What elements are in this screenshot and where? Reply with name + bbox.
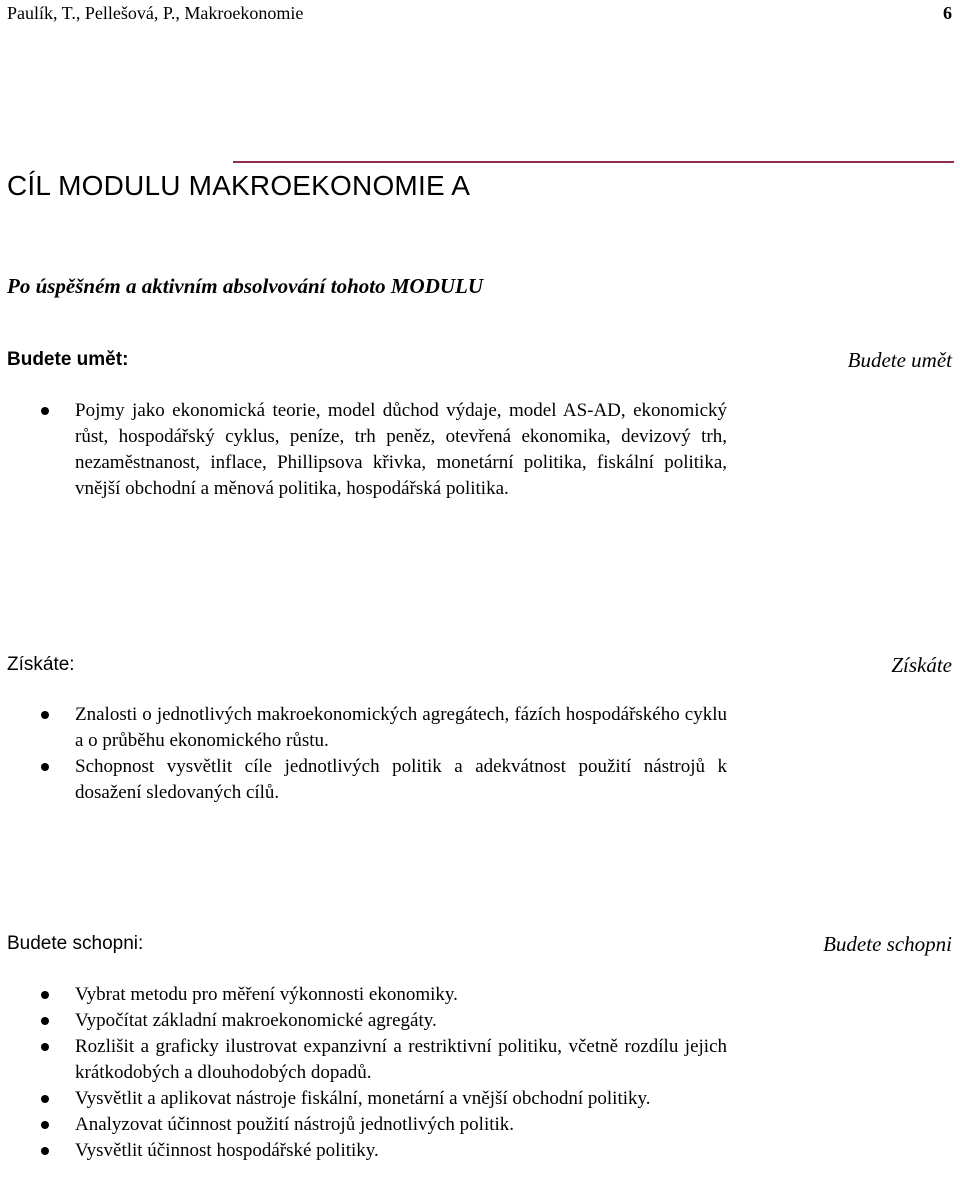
bullet-icon [41, 1095, 49, 1103]
list-item-text: Schopnost vysvětlit cíle jednotlivých politik a adekvátnost použití nástrojů k dosažení sledovaných cílů. [75, 756, 727, 803]
bullet-icon [41, 711, 49, 719]
list-item [0, 702, 727, 754]
bullet-icon [41, 1043, 49, 1051]
bullet-icon [41, 1147, 49, 1155]
bullet-icon [41, 407, 49, 415]
list-item [0, 1034, 727, 1086]
list-item [0, 982, 727, 1008]
bullet-icon [41, 991, 49, 999]
margin-note-ziskate: Získáte [891, 653, 952, 677]
list-item-text: Vybrat metodu pro měření výkonnosti ekonomiky. [75, 984, 458, 1005]
header-author: Paulík, T., Pellešová, P., Makroekonomie [7, 3, 304, 23]
module-title: CÍL MODULU MAKROEKONOMIE A [7, 170, 471, 201]
list-budete-schopni [0, 982, 727, 1164]
list-item [0, 398, 727, 502]
list-item-text: Vysvětlit a aplikovat nástroje fiskální, monetární a vnější obchodní politiky. [75, 1088, 651, 1109]
list-item [0, 1138, 727, 1164]
list-item-text: Znalosti o jednotlivých makroekonomických agregátech, fázích hospodářského cyklu a o průběhu ekonomického růstu. [75, 704, 727, 751]
list-item [0, 1112, 727, 1138]
list-item [0, 754, 727, 806]
list-item-text: Analyzovat účinnost použití nástrojů jednotlivých politik. [75, 1114, 515, 1135]
bullet-icon [41, 1017, 49, 1025]
list-item-text: Vysvětlit účinnost hospodářské politiky. [75, 1140, 379, 1161]
section-label-budete-umet: Budete umět: [7, 349, 129, 370]
bullet-icon [41, 763, 49, 771]
section-label-ziskate: Získáte: [7, 654, 75, 675]
margin-note-budete-umet: Budete umět [847, 348, 952, 372]
page-number: 6 [943, 3, 952, 23]
intro-text: Po úspěšném a aktivním absolvování tohoto MODULU [7, 274, 484, 298]
list-item [0, 1008, 727, 1034]
title-rule [233, 161, 954, 163]
list-ziskate [0, 702, 727, 806]
section-label-budete-schopni: Budete schopni: [7, 933, 144, 954]
list-item-text: Pojmy jako ekonomická teorie, model důchod výdaje, model AS-AD, ekonomický růst, hospodářský cyklus, peníze, trh peněz, otevřená ekonomika, devizový trh, nezaměstnanost, inflace, Phillipsova křivka, monetární politika, fiskální politika, vnější obchodní a měnová politika, hospodářská politika. [75, 400, 727, 499]
margin-note-budete-schopni: Budete schopni [823, 932, 952, 956]
bullet-icon [41, 1121, 49, 1129]
list-item [0, 1086, 727, 1112]
list-item-text: Rozlišit a graficky ilustrovat expanzivní a restriktivní politiku, včetně rozdílu jejich krátkodobých a dlouhodobých dopadů. [75, 1036, 727, 1083]
list-item-text: Vypočítat základní makroekonomické agregáty. [75, 1010, 437, 1031]
list-budete-umet [0, 398, 727, 502]
